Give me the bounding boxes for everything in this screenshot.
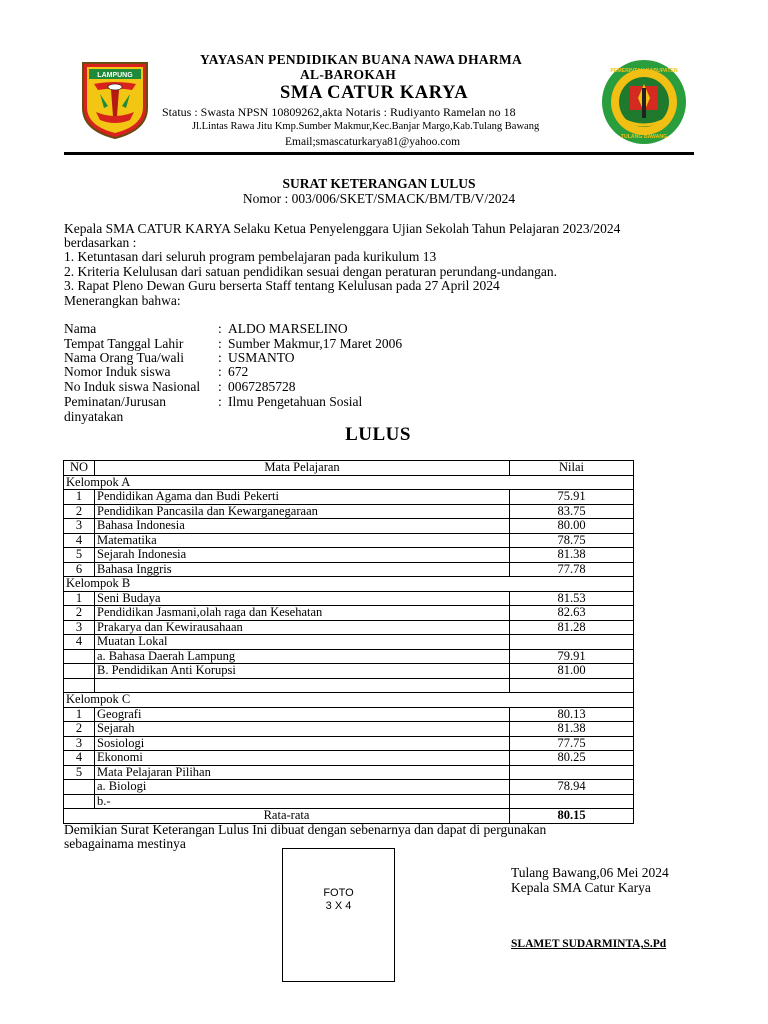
subject-name: b.- (95, 794, 510, 809)
svg-text:TULANG BAWANG: TULANG BAWANG (620, 134, 668, 140)
school-email: Email;smascaturkarya81@yahoo.com (285, 136, 461, 148)
subject-grade: 81.28 (510, 620, 634, 635)
table-row (64, 591, 634, 606)
signature-place-date: Tulang Bawang,06 Mei 2024 (511, 865, 669, 880)
subject-grade (510, 765, 634, 780)
col-no-header: NO (64, 461, 95, 476)
subject-name: Prakarya dan Kewirausahaan (95, 620, 510, 635)
student-birth-row: Tempat Tanggal Lahir : Sumber Makmur,17 Maret 2006 (64, 336, 403, 351)
document-title: SURAT KETERANGAN LULUS (282, 176, 476, 191)
student-name-row: Nama : ALDO MARSELINO (64, 321, 348, 336)
subject-grade: 80.00 (510, 519, 634, 534)
subject-grade: 80.13 (510, 707, 634, 722)
photo-placeholder: FOTO 3 X 4 (282, 848, 395, 982)
intro-item: 3. Rapat Pleno Dewan Guru berserta Staff tentang Kelulusan pada 27 April 2024 (64, 278, 500, 293)
subject-name: Seni Budaya (95, 591, 510, 606)
table-row (64, 649, 634, 664)
row-number: 5 (64, 548, 95, 563)
group-label: Kelompok C (64, 693, 634, 708)
row-number: 2 (64, 504, 95, 519)
row-number: 1 (64, 591, 95, 606)
student-parent-row: Nama Orang Tua/wali : USMANTO (64, 350, 295, 365)
subject-name: Matematika (95, 533, 510, 548)
table-row (64, 504, 634, 519)
subject-grade: 80.25 (510, 751, 634, 766)
average-row (64, 809, 634, 824)
group-row (64, 475, 634, 490)
table-header-row (64, 461, 634, 476)
group-row (64, 577, 634, 592)
subject-grade: 77.78 (510, 562, 634, 577)
foundation-name: YAYASAN PENDIDIKAN BUANA NAWA DHARMA (200, 52, 523, 67)
table-row (64, 794, 634, 809)
row-number: 4 (64, 635, 95, 650)
average-value: 80.15 (510, 809, 634, 824)
group-label: Kelompok A (64, 475, 634, 490)
row-number: 3 (64, 519, 95, 534)
table-row (64, 736, 634, 751)
table-row (64, 678, 634, 693)
subject-grade: 83.75 (510, 504, 634, 519)
subject-name: Muatan Lokal (95, 635, 510, 650)
school-status: Status : Swasta NPSN 10809262,akta Notaris : Rudiyanto Ramelan no 18 (162, 105, 516, 119)
subject-name: Ekonomi (95, 751, 510, 766)
subject-grade (510, 678, 634, 693)
col-subject-header: Mata Pelajaran (95, 461, 510, 476)
group-row (64, 693, 634, 708)
closing-line: sebagainama mestinya (64, 836, 186, 851)
table-row (64, 635, 634, 650)
table-row (64, 707, 634, 722)
subject-name (95, 678, 510, 693)
subject-grade (510, 635, 634, 650)
table-row (64, 562, 634, 577)
svg-text:PEMERINTAH KABUPATEN: PEMERINTAH KABUPATEN (610, 68, 678, 74)
letterhead-divider (64, 152, 694, 155)
table-row (64, 490, 634, 505)
subject-grade (510, 794, 634, 809)
table-row (64, 722, 634, 737)
subject-grade: 81.00 (510, 664, 634, 679)
subject-name: Mata Pelajaran Pilihan (95, 765, 510, 780)
subject-grade: 75.91 (510, 490, 634, 505)
intro-item: 2. Kriteria Kelulusan dari satuan pendidikan sesuai dengan peraturan perundang-undangan. (64, 264, 557, 279)
row-number (64, 664, 95, 679)
subject-name: Bahasa Inggris (95, 562, 510, 577)
row-number: 1 (64, 490, 95, 505)
subject-name: Geografi (95, 707, 510, 722)
svg-text:LAMPUNG: LAMPUNG (97, 72, 133, 79)
subject-grade: 78.94 (510, 780, 634, 795)
student-nisn-row: No Induk siswa Nasional : 0067285728 (64, 379, 296, 394)
row-number (64, 678, 95, 693)
table-row (64, 606, 634, 621)
table-row (64, 664, 634, 679)
intro-line: Kepala SMA CATUR KARYA Selaku Ketua Penyelenggara Ujian Sekolah Tahun Pelajaran 2023/2024 (64, 221, 621, 236)
document-number: Nomor : 003/006/SKET/SMACK/BM/TB/V/2024 (242, 191, 516, 206)
student-nis-row: Nomor Induk siswa : 672 (64, 364, 249, 379)
subject-name: Sejarah (95, 722, 510, 737)
table-row (64, 533, 634, 548)
row-number: 1 (64, 707, 95, 722)
subject-name: a. Bahasa Daerah Lampung (95, 649, 510, 664)
signatory-name: SLAMET SUDARMINTA,S.Pd (511, 938, 667, 950)
subject-name: a. Biologi (95, 780, 510, 795)
subject-grade: 77.75 (510, 736, 634, 751)
subject-name: B. Pendidikan Anti Korupsi (95, 664, 510, 679)
lampung-province-emblem (80, 60, 150, 140)
group-label: Kelompok B (64, 577, 634, 592)
school-name: SMA CATUR KARYA (280, 83, 469, 103)
intro-item: 1. Ketuntasan dari seluruh program pembelajaran pada kurikulum 13 (64, 249, 437, 264)
grade-table (63, 460, 634, 824)
table-row (64, 751, 634, 766)
row-number: 6 (64, 562, 95, 577)
col-grade-header: Nilai (510, 461, 634, 476)
row-number: 4 (64, 533, 95, 548)
subject-grade: 81.38 (510, 548, 634, 563)
row-number: 3 (64, 620, 95, 635)
row-number: 5 (64, 765, 95, 780)
row-number: 4 (64, 751, 95, 766)
row-number: 2 (64, 606, 95, 621)
table-row (64, 780, 634, 795)
subject-name: Sosiologi (95, 736, 510, 751)
foundation-name-line2: AL-BAROKAH (300, 67, 397, 82)
signature-position: Kepala SMA Catur Karya (511, 880, 651, 895)
student-major-row: Peminatan/Jurusan : Ilmu Pengetahuan Sosial (64, 394, 363, 409)
table-row (64, 620, 634, 635)
row-number: 2 (64, 722, 95, 737)
graduation-result: LULUS (345, 424, 411, 445)
subject-name: Bahasa Indonesia (95, 519, 510, 534)
subject-grade: 81.38 (510, 722, 634, 737)
student-name: ALDO MARSELINO (228, 321, 348, 336)
row-number: 3 (64, 736, 95, 751)
school-address: Jl.Lintas Rawa Jitu Kmp.Sumber Makmur,Kec.Banjar Margo,Kab.Tulang Bawang (192, 121, 540, 132)
subject-name: Sejarah Indonesia (95, 548, 510, 563)
declared-text: dinyatakan (64, 409, 124, 424)
subject-grade: 79.91 (510, 649, 634, 664)
table-row (64, 765, 634, 780)
closing-line: Demikian Surat Keterangan Lulus Ini dibuat dengan sebenarnya dan dapat di pergunakan (64, 822, 547, 837)
table-row (64, 548, 634, 563)
average-label: Rata-rata (64, 809, 510, 824)
subject-name: Pendidikan Pancasila dan Kewarganegaraan (95, 504, 510, 519)
row-number (64, 780, 95, 795)
row-number (64, 649, 95, 664)
subject-name: Pendidikan Agama dan Budi Pekerti (95, 490, 510, 505)
intro-closing: Menerangkan bahwa: (64, 293, 181, 308)
subject-grade: 78.75 (510, 533, 634, 548)
subject-grade: 81.53 (510, 591, 634, 606)
row-number (64, 794, 95, 809)
subject-grade: 82.63 (510, 606, 634, 621)
subject-name: Pendidikan Jasmani,olah raga dan Kesehatan (95, 606, 510, 621)
tulang-bawang-regency-emblem (600, 58, 688, 146)
intro-line: berdasarkan : (64, 235, 137, 250)
table-row (64, 519, 634, 534)
